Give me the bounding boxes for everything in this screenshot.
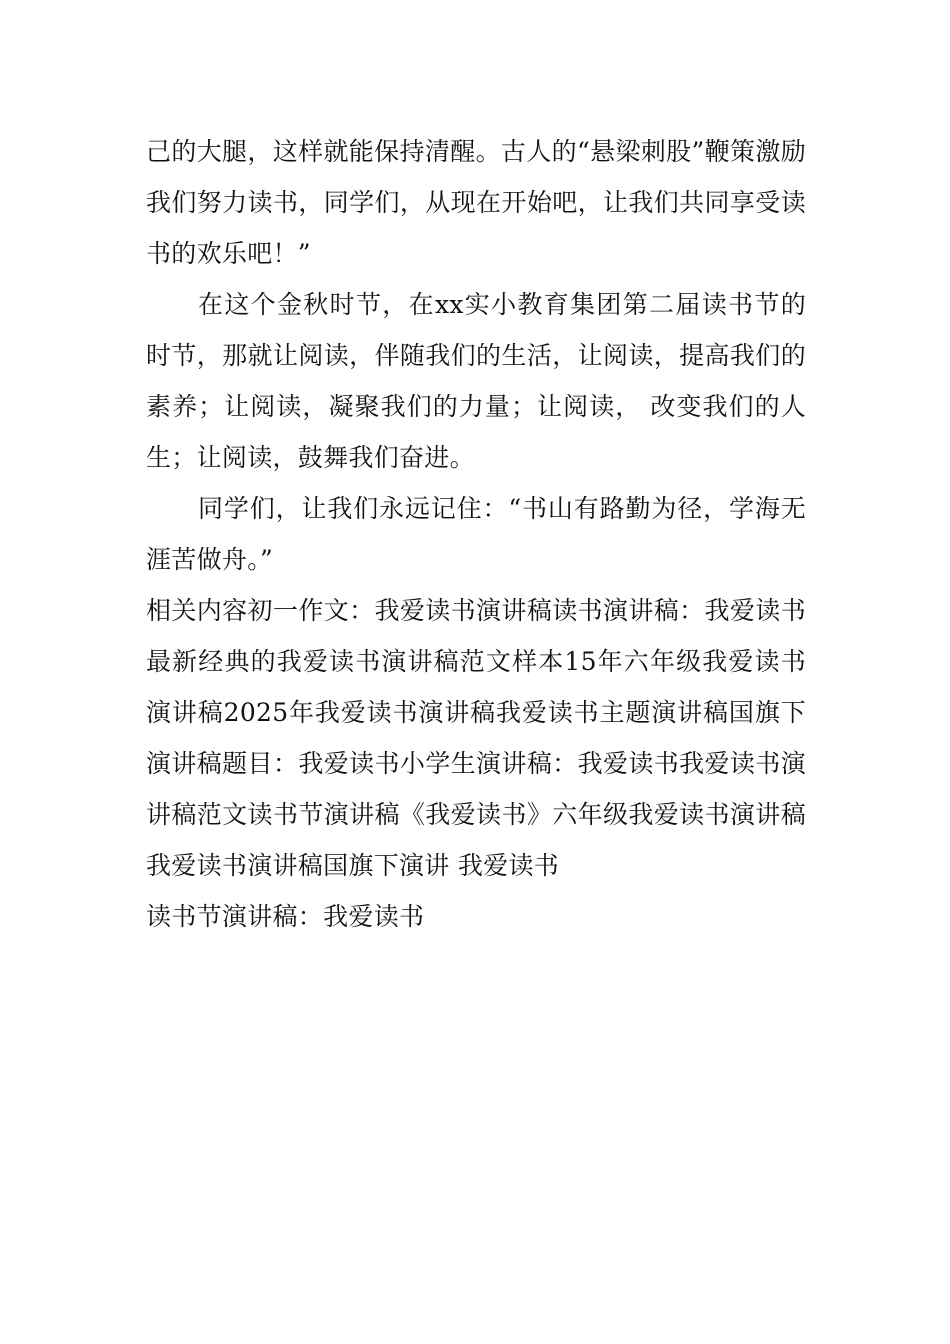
related-content-links[interactable]: 相关内容初一作文：我爱读书演讲稿读书演讲稿：我爱读书最新经典的我爱读书演讲稿范文样本15年六年级我爱读书演讲稿2025年我爱读书演讲稿我爱读书主题演讲稿国旗下演讲稿题目：我爱读书小学生演讲稿：我爱读书我爱读书演讲稿范文读书节演讲稿《我爱读书》六年级我爱读书演讲稿我爱读书演讲稿国旗下演讲 我爱读书 <box>146 596 806 880</box>
paragraph-continuation: 己的大腿，这样就能保持清醒。古人的“悬梁刺股”鞭策激励我们努力读书，同学们，从现在开始吧，让我们共同享受读书的欢乐吧！” <box>146 137 806 268</box>
document-page <box>146 126 806 942</box>
paragraph-golden-autumn: 在这个金秋时节，在xx实小教育集团第二届读书节的时节，那就让阅读，伴随我们的生活，让阅读，提高我们的素养；让阅读，凝聚我们的力量；让阅读， 改变我们的人生；让阅读，鼓舞我们奋进。 <box>146 290 806 472</box>
paragraph-closing-quote: 同学们，让我们永远记住：“书山有路勤为径，学海无涯苦做舟。” <box>146 494 806 574</box>
related-content-last-line[interactable]: 读书节演讲稿：我爱读书 <box>146 902 425 931</box>
